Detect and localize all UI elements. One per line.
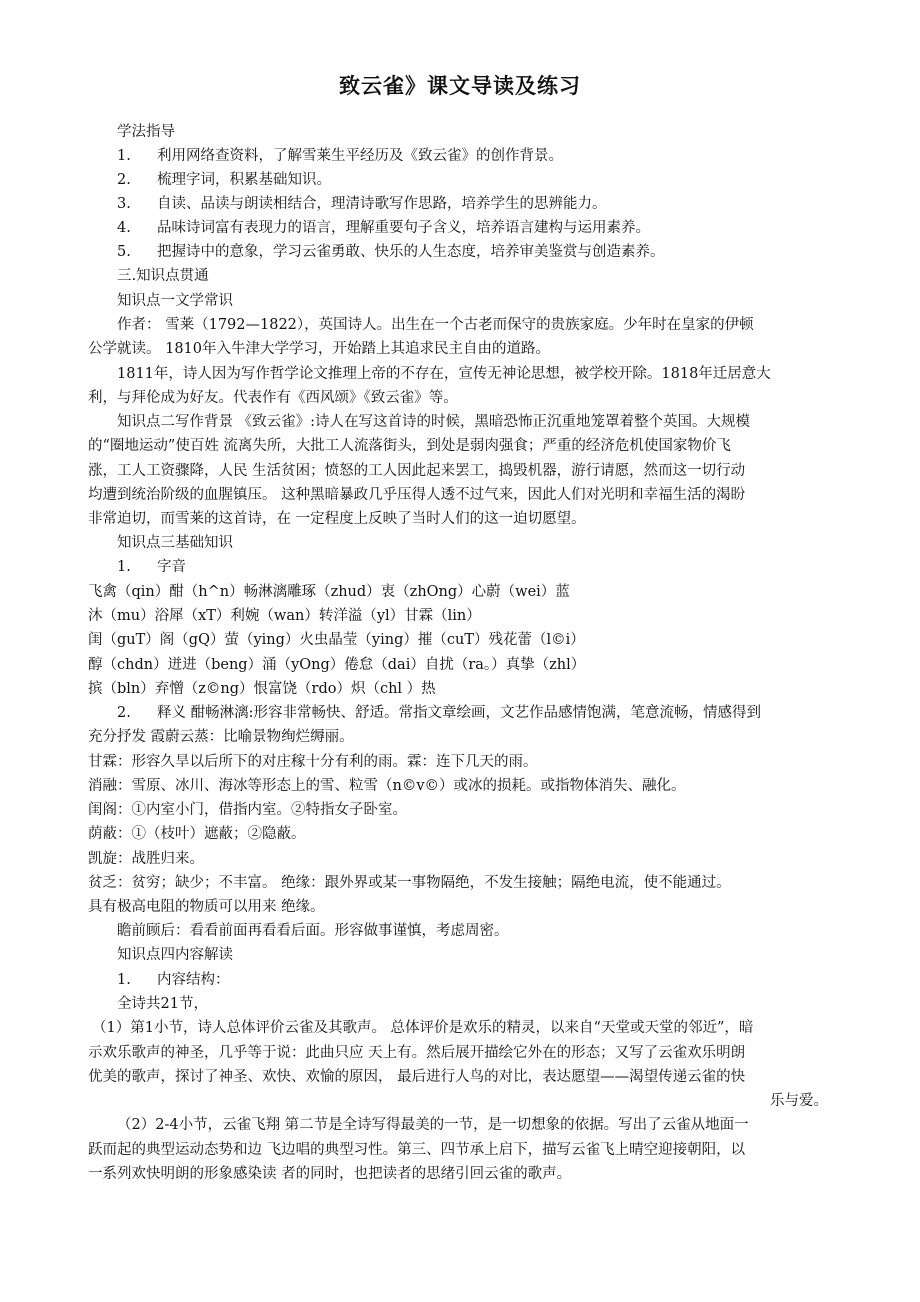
structure-number: 1. (117, 972, 131, 988)
guide-item-number: 3. (117, 196, 131, 212)
author-paragraph-line: 公学就读。 1810年入牛津大学学习，开始踏上其追求民主自由的道路。 (88, 341, 551, 357)
pronunciation-number: 1. (117, 559, 131, 575)
guide-item-text: 自读、品读与朗读相结合，理清诗歌写作思路，培养学生的思辨能力。 (157, 196, 607, 212)
pronunciation-line: 醇（chdn）迸进（beng）涌（yOng）倦怠（dai）自扰（ra。）真挚（zhl） (88, 657, 586, 673)
background-paragraph-line: 均遭到统治阶级的血腥镇压。 这种黑暗暴政几乎压得人透不过气来，因此人们对光明和幸福生活的渴盼 (88, 487, 746, 503)
analysis-p1-line: 优美的歌声，探讨了神圣、欢快、欢愉的原因， 最后进行人鸟的对比，表达愿望——渴望传递云雀的快 (88, 1069, 746, 1085)
guide-item (117, 218, 650, 238)
meaning-number: 2. (117, 705, 131, 721)
guide-item-number: 2. (117, 172, 131, 188)
definition-line: 具有极高电阻的物质可以用来 绝缘。 (88, 899, 325, 915)
definition-line: 闺阁：①内室小门，借指内室。②特指女子卧室。 (88, 802, 407, 818)
guide-item (117, 146, 563, 166)
bio-paragraph-line: 1811年，诗人因为写作哲学论文推理上帝的不存在，宣传无神论思想，被学校开除。1818年迁居意大 (117, 366, 771, 382)
meaning-line: 充分抒发 霞蔚云蒸：比喻景物绚烂缛丽。 (88, 729, 354, 745)
guide-item (117, 194, 607, 214)
structure-heading (117, 970, 230, 990)
kp4-heading: 知识点四内容解读 (117, 947, 233, 963)
pronunciation-heading (117, 557, 186, 577)
meaning-heading-line (117, 703, 761, 723)
document-title: 致云雀》课文导读及练习 (339, 74, 581, 98)
guide-item-number: 1. (117, 148, 131, 164)
pronunciation-label: 字音 (157, 559, 186, 575)
guide-item-text: 梳理字词，积累基础知识。 (157, 172, 331, 188)
definition-line: 甘霖：形容久旱以后所下的对庄稼十分有利的雨。霖：连下几天的雨。 (88, 754, 538, 770)
guide-item (117, 242, 665, 262)
meaning-text: 释义 酣畅淋漓:形容非常畅快、舒适。常指文章绘画，文艺作品感情饱满，笔意流畅，情感得到 (157, 705, 761, 721)
study-guide-heading: 学法指导 (117, 124, 175, 140)
background-paragraph-line: 非常迫切，而雪莱的这首诗，在 一定程度上反映了当时人们的这一迫切愿望。 (88, 511, 586, 527)
analysis-p1-line: （1）第1小节，诗人总体评价云雀及其歌声。 总体评价是欢乐的精灵，以来自“天堂或天堂的邻近”，暗 (92, 1020, 754, 1036)
analysis-p1-line: 乐与爱。 (770, 1093, 828, 1109)
guide-item-text: 品味诗词富有表现力的语言，理解重要句子含义，培养语言建构与运用素养。 (157, 220, 650, 236)
definition-line: 凯旋：战胜归来。 (88, 851, 204, 867)
section-heading: 三.知识点贯通 (117, 268, 209, 284)
background-paragraph-line: 知识点二写作背景 《致云雀》:诗人在写这首诗的时候，黑暗恐怖正沉重地笼罩着整个英国。大规模 (117, 414, 750, 430)
structure-label: 内容结构： (157, 972, 230, 988)
kp3-heading: 知识点三基础知识 (117, 535, 233, 551)
kp1-heading: 知识点一文学常识 (117, 293, 233, 309)
pronunciation-line: 飞禽（qin）酣（h^n）畅淋漓雕琢（zhud）衷（zhOng）心蔚（wei）蓝 (88, 584, 570, 600)
background-paragraph-line: 涨，工人工资骤降，人民 生活贫困；愤怒的工人因此起来罢工，捣毁机器，游行请愿，然而这一切行动 (88, 463, 746, 479)
definition-line: 荫蔽：①（枝叶）遮蔽；②隐蔽。 (88, 826, 306, 842)
definition-line: 瞻前顾后：看看前面再看看后面。形容做事谨慎，考虑周密。 (117, 923, 509, 939)
poem-total: 全诗共21节， (117, 996, 208, 1012)
analysis-p2-line: 一系列欢快明朗的形象感染读 者的同时，也把读者的思绪引回云雀的歌声。 (88, 1166, 572, 1182)
guide-item-number: 5. (117, 244, 131, 260)
analysis-p2-line: （2）2-4小节，云雀飞翔 第二节是全诗写得最美的一节，是一切想象的依据。写出了云雀从地面一 (117, 1117, 749, 1133)
pronunciation-line: 闺（guT）阁（gQ）萤（ying）火虫晶莹（ying）摧（cuT）残花蕾（l©i） (88, 632, 585, 648)
background-paragraph-line: 的“圈地运动”使百姓 流离失所，大批工人流落街头，到处是弱肉强食；严重的经济危机使国家物价飞 (88, 438, 731, 454)
definition-line: 消融：雪原、冰川、海冰等形态上的雪、粒雪（n©v©）或冰的损耗。或指物体消失、融化。 (88, 778, 686, 794)
analysis-p2-line: 跃而起的典型运动态势和边 飞边唱的典型习性。第三、四节承上启下，描写云雀飞上晴空迎接朝阳，以 (88, 1142, 746, 1158)
guide-item (117, 170, 331, 190)
guide-item-number: 4. (117, 220, 131, 236)
guide-item-text: 把握诗中的意象，学习云雀勇敢、快乐的人生态度，培养审美鉴赏与创造素养。 (157, 244, 665, 260)
guide-item-text: 利用网络查资料，了解雪莱生平经历及《致云雀》的创作背景。 (157, 148, 563, 164)
pronunciation-line: 摈（bln）弃憎（z©ng）恨富饶（rdo）炽（chl ）热 (88, 681, 436, 697)
analysis-p1-line: 示欢乐歌声的神圣，几乎等于说：此曲只应 天上有。然后展开描绘它外在的形态；又写了云雀欢乐明朗 (88, 1045, 746, 1061)
author-paragraph-line: 作者： 雪莱（1792—1822），英国诗人。出生在一个古老而保守的贵族家庭。少年时在皇家的伊顿 (117, 317, 754, 333)
definition-line: 贫乏：贫穷；缺少；不丰富。 绝缘：跟外界或某一事物隔绝，不发生接触；隔绝电流，使不能通过。 (88, 875, 731, 891)
bio-paragraph-line: 利，与拜伦成为好友。代表作有《西风颂》《致云雀》等。 (88, 390, 458, 406)
pronunciation-line: 沐（mu）浴犀（xT）利婉（wan）转洋溢（yl）甘霖（lin） (88, 608, 481, 624)
